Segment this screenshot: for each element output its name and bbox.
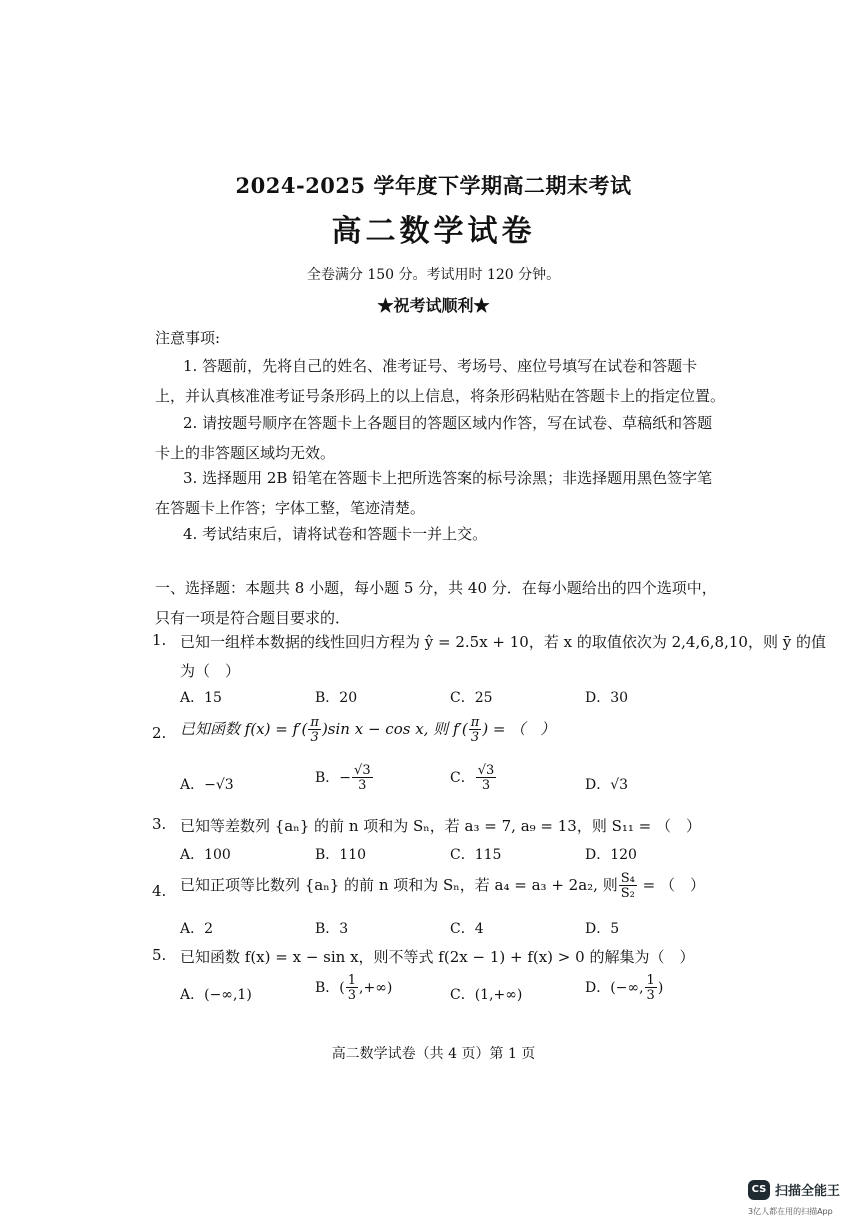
exam-title: 高二数学试卷	[331, 214, 536, 249]
page-footer: 高二数学试卷（共 4 页）第 1 页	[331, 1046, 536, 1062]
question-number: 4.	[152, 882, 167, 900]
question-text: 为（ ）	[180, 662, 241, 680]
option-d: D．√3	[585, 777, 629, 793]
option-c: C． $\frac{√3}{3}$	[450, 763, 495, 793]
note-item: 2. 请按题号顺序在答题卡上各题目的答题区域内作答，写在试卷、草稿纸和答题卡上的非答题区域均无效。	[155, 414, 713, 462]
option-d: D．5	[585, 921, 620, 937]
question-text: 已知一组样本数据的线性回归方程为 ŷ = 2.5x + 10，若 x 的取值依次为 2,4,6,8,10，则 ȳ 的值	[180, 633, 826, 651]
scanner-watermark	[748, 1178, 858, 1224]
watermark-slogan: 3亿人都在用的扫描App	[748, 1207, 833, 1216]
question-text: 已知函数 f(x) = x − sin x，则不等式 f(2x − 1) + f(x) > 0 的解集为（ ）	[180, 948, 695, 966]
option-b: B．− $\frac{√3}{3}$	[315, 763, 371, 793]
option-c: C．(1,+∞)	[450, 987, 523, 1003]
question-number: 2.	[152, 724, 167, 742]
note-item: 4. 考试结束后，请将试卷和答题卡一并上交。	[183, 525, 488, 543]
exam-info: 全卷满分 150 分。考试用时 120 分钟。	[306, 267, 561, 283]
option-b: B．110	[315, 847, 367, 863]
good-luck-banner: ★祝考试顺利★	[377, 296, 490, 315]
question-text: 已知等差数列 {aₙ} 的前 n 项和为 Sₙ，若 a₃ = 7, a₉ = 13，则 S₁₁ = （ ）	[180, 817, 702, 835]
option-b: B．3	[315, 921, 349, 937]
exam-subtitle: 2024-2025 学年度下学期高二期末考试	[235, 173, 632, 198]
watermark-brand: 扫描全能王	[775, 1184, 841, 1199]
section-heading: 一、选择题：本题共 8 小题，每小题 5 分，共 40 分．在每小题给出的四个选项中，只有一项是符合题目要求的．	[155, 579, 717, 627]
option-c: C．25	[450, 690, 493, 706]
option-a: A．2	[180, 921, 214, 937]
option-d: D．(−∞, $\frac{1}{3}$ )	[585, 973, 664, 1003]
question-text: 已知函数 f(x) = f′( $\frac{\pi}{3}$ )sin x − cos x, 则 f′( $\frac{\pi}{3}$ ) = （ ）	[180, 715, 556, 745]
question-number: 5.	[152, 946, 167, 964]
option-a: A．100	[180, 847, 231, 863]
option-c: C．4	[450, 921, 484, 937]
question-number: 3.	[152, 815, 167, 833]
notes-heading: 注意事项:	[155, 329, 221, 347]
option-d: D．120	[585, 847, 637, 863]
question-number: 1.	[152, 631, 167, 649]
option-a: A．−√3	[180, 777, 234, 793]
option-a: A．15	[180, 690, 222, 706]
question-text: 已知正项等比数列 {aₙ} 的前 n 项和为 Sₙ，若 a₄ = a₃ + 2a₂, 则 $\frac{\text{S₄}}{\text{S₂}}$ = （ ）	[180, 871, 705, 901]
camscanner-logo-icon: CS	[748, 1180, 770, 1200]
option-d: D．30	[585, 690, 629, 706]
option-b: B．( $\frac{1}{3}$ ,+∞)	[315, 973, 393, 1003]
note-item: 3. 选择题用 2B 铅笔在答题卡上把所选答案的标号涂黑；非选择题用黑色签字笔在答题卡上作答；字体工整，笔迹清楚。	[155, 469, 713, 517]
option-b: B．20	[315, 690, 358, 706]
option-c: C．115	[450, 847, 502, 863]
option-a: A．(−∞,1)	[180, 987, 252, 1003]
note-item: 1. 答题前，先将自己的姓名、准考证号、考场号、座位号填写在试卷和答题卡上，并认真核准准考证号条形码上的以上信息，将条形码粘贴在答题卡上的指定位置。	[155, 357, 726, 405]
